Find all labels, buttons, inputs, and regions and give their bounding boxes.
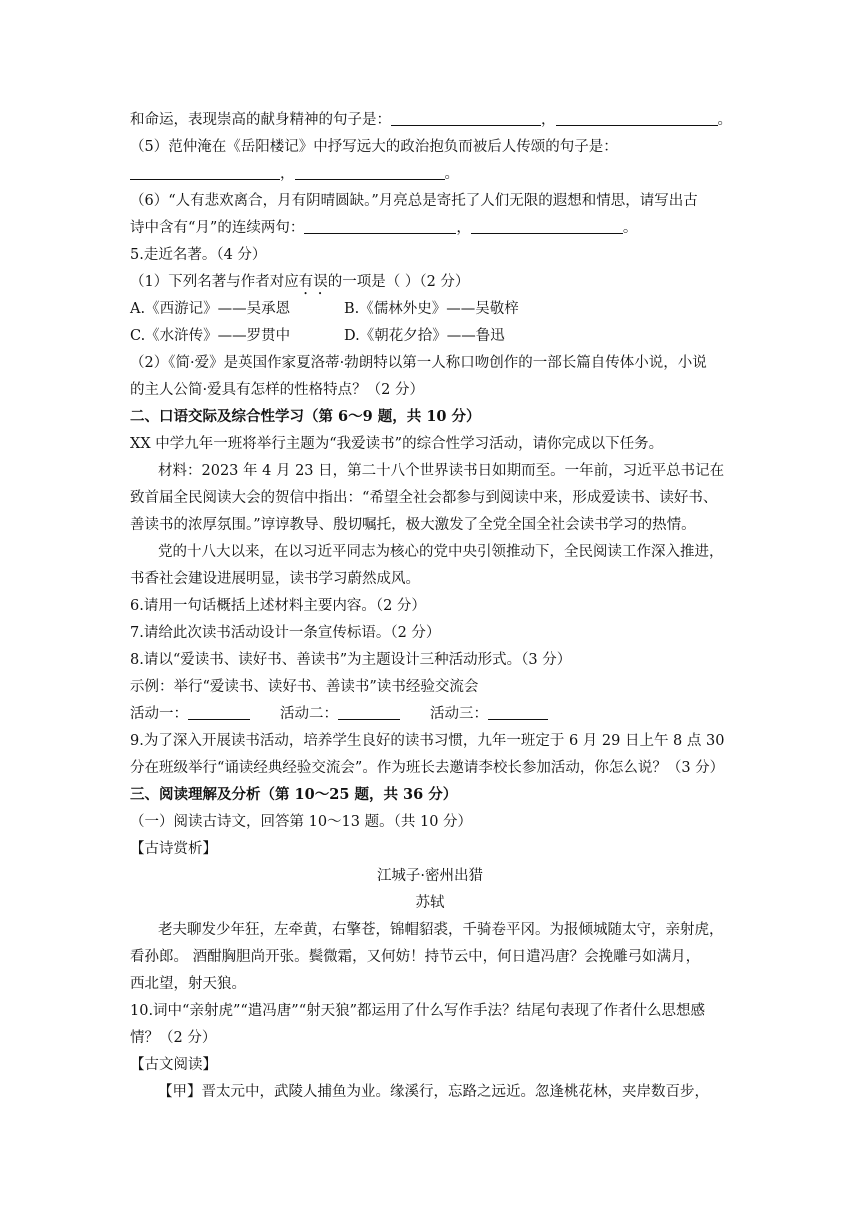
q5-sub2-a: （2）《简·爱》是英国作家夏洛蒂·勃朗特以第一人称口吻创作的一部长篇自传体小说，小说: [130, 355, 707, 371]
material2-line-a: 党的十八大以来，在以习近平同志为核心的党中央引领推动下，全民阅读工作深入推进，: [158, 544, 724, 560]
period: 。: [622, 220, 638, 236]
prose-line-1: 【甲】晋太元中，武陵人捕鱼为业。缘溪行，忘路之远近。忽逢桃花林，夹岸数百步，: [158, 1084, 709, 1100]
activity-1-blank[interactable]: [188, 705, 250, 720]
poem-author: 苏轼: [415, 895, 445, 911]
comma: ，: [456, 220, 471, 236]
option-b[interactable]: B.《儒林外史》——吴敬梓: [344, 301, 519, 317]
answer-blank[interactable]: [295, 165, 445, 180]
prose-tag: 【古文阅读】: [130, 1057, 217, 1073]
q4-p6-b-text: 诗中含有“月”的连续两句：: [130, 220, 305, 236]
poem-line-1: 老夫聊发少年狂，左牵黄，右擎苍，锦帽貂裘，千骑卷平冈。为报倾城随太守，亲射虎，: [158, 922, 724, 938]
section3-heading: 三、阅读理解及分析（第 10～25 题，共 36 分）: [130, 786, 458, 803]
answer-blank[interactable]: [304, 219, 456, 234]
question-8-activities: [130, 704, 730, 724]
question-10-b: 情？（2 分）: [130, 1030, 217, 1046]
material1-line-c: 善读书的浓厚氛围。”谆谆教导、殷切嘱托，极大激发了全党全国全社会读书学习的热情。: [130, 517, 696, 533]
q5-sub1-pre: （1）下列名著与作者对应: [130, 274, 299, 290]
material1-line-a: 材料：2023 年 4 月 23 日，第二十八个世界读书日如期而至。一年前，习近平总书记在: [158, 463, 725, 479]
answer-blank[interactable]: [391, 111, 541, 126]
question-6: 6.请用一句话概括上述材料主要内容。（2 分）: [130, 598, 426, 614]
question-8: 8.请以“爱读书、读好书、善读书”为主题设计三种活动形式。（3 分）: [130, 652, 572, 668]
q5-sub1-post: 的一项是（ ）（2 分）: [327, 274, 470, 290]
section2-heading: 二、口语交际及综合性学习（第 6～9 题，共 10 分）: [130, 408, 481, 425]
answer-blank[interactable]: [556, 111, 718, 126]
comma: ，: [280, 166, 295, 182]
q5-sub2-b: 的主人公简·爱具有怎样的性格特点？（2 分）: [130, 382, 424, 398]
q5-options-row2: [130, 326, 730, 346]
activity-3-label: 活动三：: [430, 706, 488, 722]
material2-line-b: 书香社会建设进展明显，读书学习蔚然成风。: [130, 571, 420, 587]
poem-title: 江城子·密州出猎: [376, 868, 484, 884]
q4-p5: （5）范仲淹在《岳阳楼记》中抒写远大的政治抱负而被后人传颂的句子是：: [130, 139, 618, 155]
poem-line-3: 西北望，射天狼。: [130, 976, 246, 992]
q5-sub1: [130, 272, 730, 298]
emphasis-mark: 有误: [298, 274, 328, 290]
question-10-a: 10.词中“亲射虎”“遣冯唐”“射天狼”都运用了什么写作手法？结尾句表现了作者什么思想感: [130, 1003, 706, 1019]
q4-line-a-text: 和命运，表现崇高的献身精神的句子是：: [130, 112, 391, 128]
activity-1-label: 活动一：: [130, 706, 188, 722]
material1-line-b: 致首届全民阅读大会的贺信中指出：“希望全社会都参与到阅读中来，形成爱读书、读好书、: [130, 490, 718, 506]
answer-blank[interactable]: [471, 219, 623, 234]
option-c[interactable]: C.《水浒传》——罗贯中: [130, 328, 291, 344]
question-9-a: 9.为了深入开展读书活动，培养学生良好的读书习惯，九年一班定于 6 月 29 日上午 8 点 30: [130, 733, 725, 749]
question-8-example: 示例：举行“爱读书、读好书、善读书”读书经验交流会: [130, 679, 479, 695]
section2-intro: XX 中学九年一班将举行主题为“我爱读书”的综合性学习活动，请你完成以下任务。: [130, 436, 664, 452]
comma: ，: [541, 112, 556, 128]
poem-line-2: 看孙郎。 酒酣胸胆尚开张。鬓微霜，又何妨！持节云中，何日遣冯唐？会挽雕弓如满月，: [130, 949, 701, 965]
q4-p6-b: [130, 218, 730, 238]
q4-line-a: [130, 110, 730, 130]
q4-p5-blanks: [130, 164, 730, 184]
activity-2-blank[interactable]: [338, 705, 400, 720]
option-d[interactable]: D.《朝花夕拾》——鲁迅: [344, 328, 505, 344]
period: 。: [444, 166, 459, 182]
activity-3-blank[interactable]: [488, 705, 548, 720]
poem-tag: 【古诗赏析】: [130, 841, 217, 857]
option-a[interactable]: A.《西游记》——吴承恩: [130, 301, 291, 317]
answer-blank[interactable]: [130, 165, 280, 180]
activity-2-label: 活动二：: [280, 706, 338, 722]
q5-options-row1: [130, 299, 730, 319]
section3-part1: （一）阅读古诗文，回答第 10～13 题。（共 10 分）: [130, 814, 473, 830]
period: 。: [717, 112, 732, 128]
q5-title: 5.走近名著。（4 分）: [130, 247, 267, 263]
question-9-b: 分在班级举行“诵读经典经验交流会”。作为班长去邀请李校长参加活动，你怎么说？（3 分）: [130, 760, 725, 776]
question-7: 7.请给此次读书活动设计一条宣传标语。（2 分）: [130, 625, 441, 641]
q4-p6-a: （6）“人有悲欢离合，月有阴晴圆缺。”月亮总是寄托了人们无限的遐想和情思，请写出古: [130, 193, 698, 209]
